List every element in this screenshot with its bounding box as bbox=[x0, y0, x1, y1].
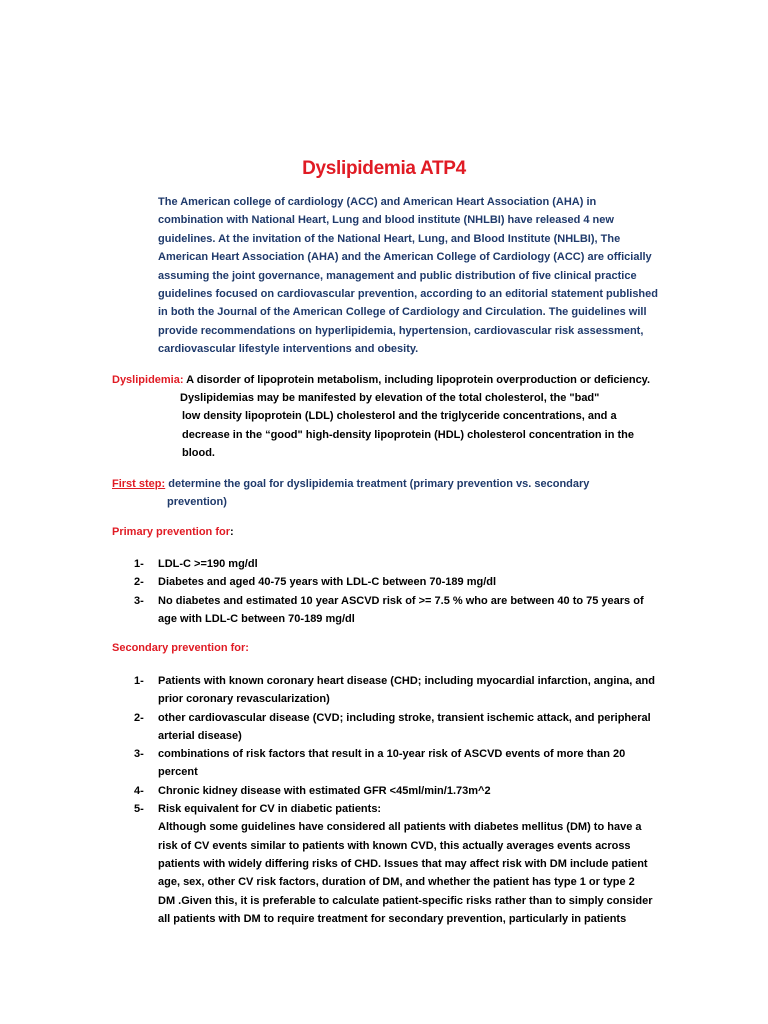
definition-term: Dyslipidemia: bbox=[112, 374, 184, 386]
list-item bbox=[134, 782, 674, 800]
list-item bbox=[134, 555, 674, 573]
list-text bbox=[158, 592, 674, 629]
list-text-line: Although some guidelines have considered all patients with diabetes mellitus (DM) to have a bbox=[158, 821, 642, 834]
list-number: 1- bbox=[134, 558, 144, 570]
first-step-continuation: prevention) bbox=[167, 496, 227, 509]
intro-line: provide recommendations on hyperlipidemia, hypertension, cardiovascular risk assessment, bbox=[158, 324, 644, 337]
definition-first-line bbox=[112, 371, 672, 389]
document-title: Dyslipidemia ATP4 bbox=[302, 158, 466, 179]
secondary-prevention-heading: Secondary prevention for: bbox=[112, 642, 249, 654]
primary-heading-colon: : bbox=[229, 526, 234, 538]
first-step bbox=[112, 475, 672, 512]
intro-line: combination with National Heart, Lung and blood institute (NHLBI) have released 4 new bbox=[158, 214, 614, 227]
list-text-line: No diabetes and estimated 10 year ASCVD risk of >= 7.5 % who are between 40 to 75 years of bbox=[158, 594, 644, 607]
list-item bbox=[134, 709, 674, 746]
list-text bbox=[158, 573, 674, 591]
list-text-line: prior coronary revascularization) bbox=[158, 693, 330, 706]
list-text-line: arterial disease) bbox=[158, 729, 242, 742]
intro-line: in both the Journal of the American College of Cardiology and Circulation. The guidelines will bbox=[158, 306, 647, 319]
list-item bbox=[134, 672, 674, 709]
intro-line: guidelines focused on cardiovascular prevention, according to an editorial statement published bbox=[158, 288, 658, 301]
list-text-line: age with LDL-C between 70-189 mg/dl bbox=[158, 612, 355, 625]
first-step-line bbox=[112, 475, 672, 493]
list-item bbox=[134, 592, 674, 629]
list-item bbox=[134, 800, 674, 928]
dyslipidemia-definition bbox=[112, 371, 672, 462]
definition-text: A disorder of lipoprotein metabolism, including lipoprotein overproduction or deficiency. bbox=[183, 374, 651, 386]
list-text-line: Risk equivalent for CV in diabetic patients: bbox=[158, 803, 382, 816]
list-text-line: all patients with DM to require treatment for secondary prevention, particularly in patients bbox=[158, 912, 627, 925]
intro-line: The American college of cardiology (ACC) and American Heart Association (AHA) in bbox=[158, 196, 597, 208]
primary-prevention-list bbox=[134, 555, 674, 628]
list-text-line: combinations of risk factors that result in a 10-year risk of ASCVD events of more than 20 bbox=[158, 748, 626, 761]
primary-prevention-heading bbox=[112, 526, 234, 538]
list-number: 3- bbox=[134, 594, 144, 607]
definition-line: blood. bbox=[182, 446, 215, 459]
definition-line: Dyslipidemias may be manifested by elevation of the total cholesterol, the "bad" bbox=[180, 392, 600, 405]
list-number: 1- bbox=[134, 675, 144, 687]
intro-line: cardiovascular lifestyle interventions and obesity. bbox=[158, 343, 419, 356]
list-text-line: Diabetes and aged 40-75 years with LDL-C between 70-189 mg/dl bbox=[158, 576, 497, 589]
first-step-text: determine the goal for dyslipidemia treatment (primary prevention vs. secondary bbox=[165, 478, 590, 490]
intro-line: guidelines. At the invitation of the National Heart, Lung, and Blood Institute (NHLBI), The bbox=[158, 232, 621, 245]
list-text bbox=[158, 800, 674, 928]
list-item bbox=[134, 745, 674, 782]
secondary-prevention-list bbox=[134, 672, 674, 928]
list-number: 2- bbox=[134, 576, 144, 589]
list-text-line: patients with widely differing risks of CHD. Issues that may affect risk with DM include patient bbox=[158, 857, 648, 870]
list-number: 4- bbox=[134, 784, 144, 797]
list-number: 3- bbox=[134, 748, 144, 761]
list-text-line: other cardiovascular disease (CVD; including stroke, transient ischemic attack, and peripheral bbox=[158, 711, 651, 724]
intro-paragraph bbox=[158, 193, 658, 359]
list-text-line: percent bbox=[158, 766, 198, 779]
intro-line: American Heart Association (AHA) and the American College of Cardiology (ACC) are officially bbox=[158, 251, 652, 264]
list-item bbox=[134, 573, 674, 591]
list-text bbox=[158, 709, 674, 746]
list-text-line: DM .Given this, it is preferable to calculate patient-specific risks rather than to simply consider bbox=[158, 894, 653, 907]
list-text-line: risk of CV events similar to patients with known CVD, this actually averages events across bbox=[158, 839, 631, 852]
definition-line: decrease in the “good" high-density lipoprotein (HDL) cholesterol concentration in the bbox=[182, 428, 634, 441]
first-step-label: First step: bbox=[112, 478, 166, 490]
list-text-line: Chronic kidney disease with estimated GFR <45ml/min/1.73m^2 bbox=[158, 784, 491, 797]
list-number: 2- bbox=[134, 711, 144, 724]
list-text bbox=[158, 672, 674, 709]
list-text bbox=[158, 745, 674, 782]
list-text bbox=[158, 782, 674, 800]
list-text-line: Patients with known coronary heart disease (CHD; including myocardial infarction, angina, and bbox=[158, 675, 655, 687]
list-text-line: LDL-C >=190 mg/dl bbox=[158, 558, 258, 570]
definition-line: low density lipoprotein (LDL) cholesterol and the triglyceride concentrations, and a bbox=[182, 410, 617, 423]
list-text bbox=[158, 555, 674, 573]
list-number: 5- bbox=[134, 803, 144, 816]
primary-heading-text: Primary prevention for bbox=[112, 526, 230, 538]
list-text-line: age, sex, other CV risk factors, duration of DM, and whether the patient has type 1 or type 2 bbox=[158, 876, 635, 889]
intro-line: assuming the joint governance, management and public distribution of five clinical practice bbox=[158, 269, 637, 282]
